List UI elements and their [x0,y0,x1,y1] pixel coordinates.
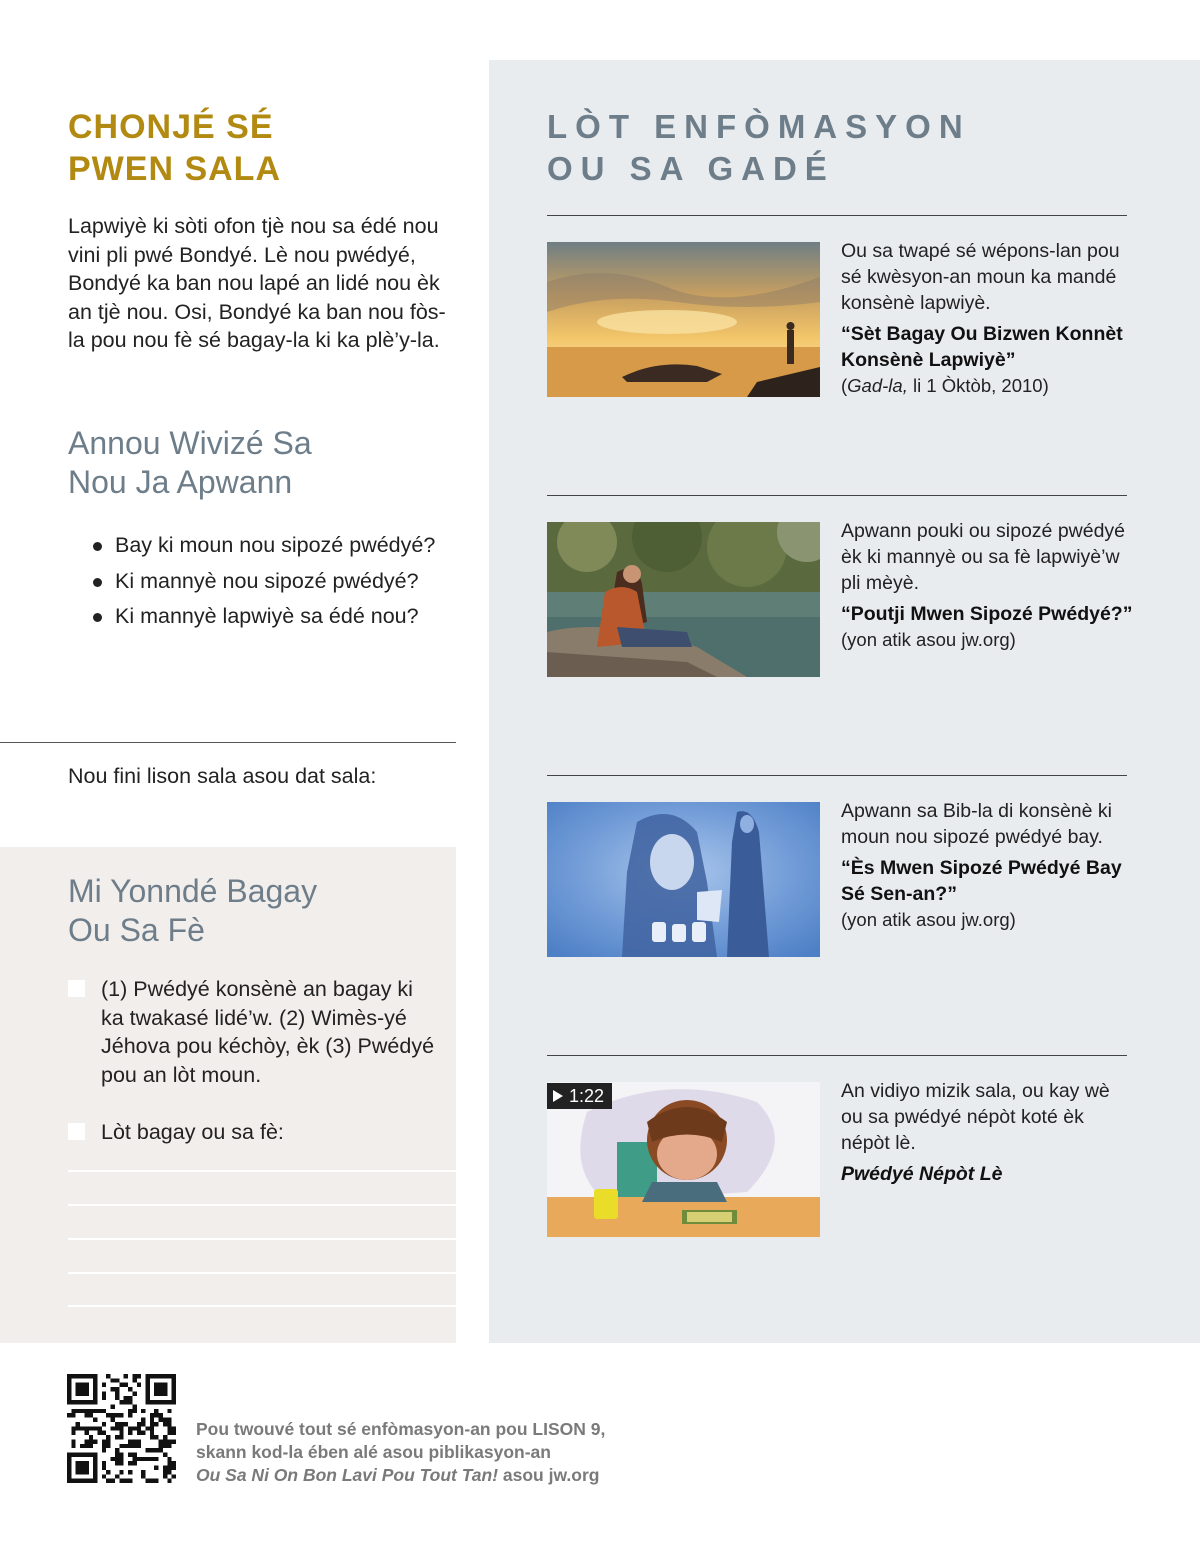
summary-text: Lapwiyè ki sòti ofon tjè nou sa édé nou vini pli pwé Bondyé. Lè nou pwédyé, Bondyé ka ban nou lapé an lidé nou èk an tjè nou. Osi, Bondyé ka ban nou fòs-la pou nou fè sé bagay-la ki ka plè’y-la. [68,214,446,352]
reference-description: Apwann sa Bib-la di konsènè ki moun nou sipozé pwédyé bay. [841,800,1112,848]
publication-title: Ou Sa Ni On Bon Lavi Pou Tout Tan! [196,1465,499,1485]
video-duration-badge[interactable] [547,1083,612,1109]
reference-title-link[interactable]: “Poutji Mwen Sipozé Pwédyé?” [841,603,1133,625]
source-date: li 1 Òktòb, 2010) [907,375,1049,396]
footer-site: asou jw.org [498,1465,600,1485]
goal-title-line1: Mi Yonndé Bagay [68,873,318,909]
footer-line: skann kod-la ében alé asou piblikasyon-an [196,1442,551,1462]
footer-line [196,1464,696,1487]
source-publication: Gad-la, [847,375,908,396]
reference-title-link[interactable]: “Ès Mwen Sipozé Pwédyé Bay Sé Sen-an?” [841,857,1122,905]
video-duration: 1:22 [569,1086,605,1106]
writing-line[interactable] [68,1204,456,1206]
lesson-finish-date-label: Nou fini lison sala asou dat sala: [68,764,377,788]
reference-item [841,798,1136,933]
item-divider [547,215,1127,216]
recap-title-line1: Annou Wivizé Sa [68,425,312,461]
reference-description: Apwann pouki ou sipozé pwédyé èk ki mannyè ou sa fè lapwiyè’w pli mèyè. [841,520,1126,594]
goal-title [68,872,448,950]
goal-item-text: (1) Pwédyé konsènè an bagay ki ka twakasé lidé’w. (2) Wimès-yé Jéhova pou kéchòy, èk (3) Pwédyé pou an lòt moun. [101,977,435,1087]
reference-item [841,238,1136,399]
item-divider [547,495,1127,496]
play-icon [553,1090,563,1102]
writing-line[interactable] [68,1305,456,1307]
reference-title-link[interactable]: Pwédyé Népòt Lè [841,1163,1003,1185]
reference-description: An vidiyo mizik sala, ou kay wè ou sa pwédyé népòt koté èk népòt lè. [841,1080,1110,1154]
writing-line[interactable] [68,1272,456,1274]
qr-code-graphic [67,1374,176,1483]
recap-question: Ki mannyè nou sipozé pwédyé? [92,564,462,600]
section-divider [0,742,456,743]
reference-title-link[interactable]: “Sèt Bagay Ou Bizwen Konnèt Konsènè Lapwiyè” [841,323,1123,371]
writing-line[interactable] [68,1238,456,1240]
recap-title [68,424,448,502]
reference-item [841,518,1136,653]
item-divider [547,775,1127,776]
recap-title-line2: Nou Ja Apwann [68,464,293,500]
writing-line[interactable] [68,1170,456,1172]
more-info-title-line2: OU SA GADÉ [547,150,835,187]
goal-title-line2: Ou Sa Fè [68,912,205,948]
source-open-paren: ( [841,375,848,396]
more-info-title-line1: LÒT ENFÒMASYON [547,108,971,145]
footer-note [196,1418,696,1487]
reference-source [841,373,1136,399]
summary-title [68,106,448,190]
summary-title-line1: CHONJÉ SÉ [68,108,274,146]
item-divider [547,1055,1127,1056]
goal-item-text: Lòt bagay ou sa fè: [101,1120,284,1144]
reference-source: (yon atik asou jw.org) [841,629,1016,650]
recap-question-list [92,528,462,635]
sunset-sea-person-image[interactable] [547,242,820,397]
more-info-title [547,106,1147,190]
goal-checkbox[interactable] [68,980,85,997]
woman-by-water-image[interactable] [547,522,820,677]
woman-praying-statue-image[interactable] [547,802,820,957]
footer-line: Pou twouvé tout sé enfòmasyon-an pou LISON 9, [196,1419,606,1439]
recap-question: Bay ki moun nou sipozé pwédyé? [92,528,462,564]
summary-title-line2: PWEN SALA [68,150,281,188]
reference-description: Ou sa twapé sé wépons-lan pou sé kwèsyon-an moun ka mandé konsènè lapwiyè. [841,240,1120,314]
goal-checkbox[interactable] [68,1123,85,1140]
qr-code-icon[interactable] [67,1374,176,1483]
reference-source: (yon atik asou jw.org) [841,909,1016,930]
reference-item [841,1078,1136,1187]
recap-question: Ki mannyè lapwiyè sa édé nou? [92,599,462,635]
